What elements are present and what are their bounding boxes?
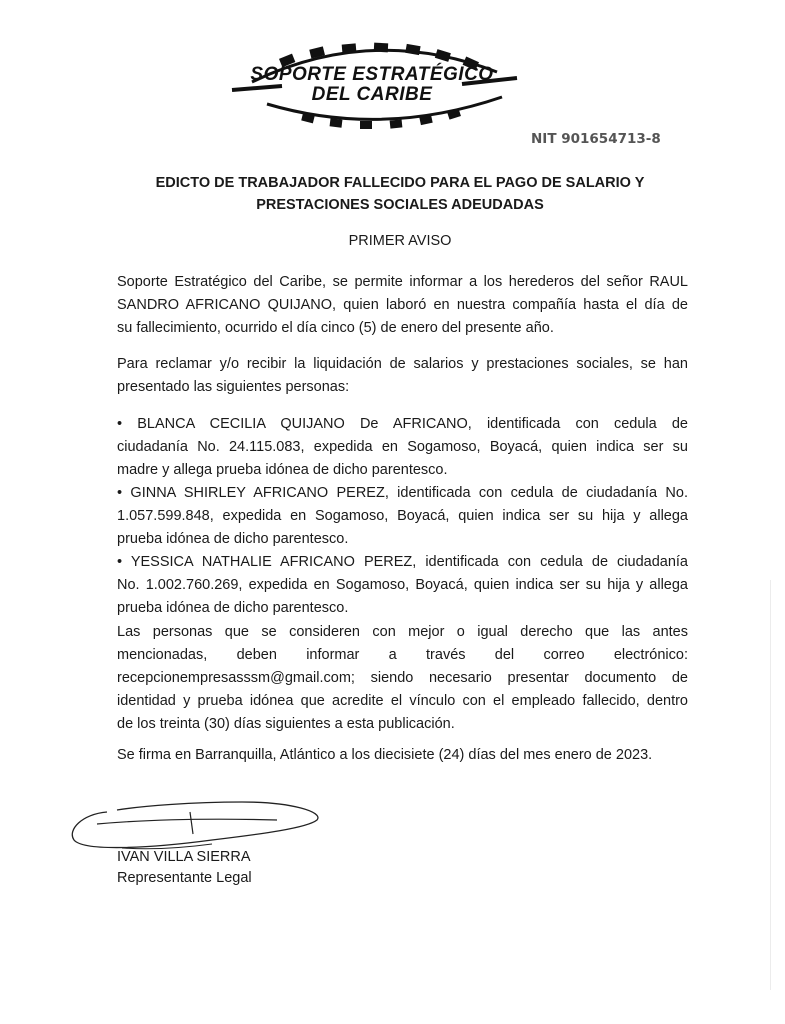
text-line: de los treinta (30) días siguientes a esta publicación. — [117, 716, 455, 732]
text-line: No. 1.002.760.269, expedida en Sogamoso, Boyacá, quien indica ser su hija y allega — [117, 577, 688, 593]
text-line: recepcionempresasssm@gmail.com; siendo necesario presentar documento de — [117, 670, 688, 686]
paragraph-contact — [117, 621, 688, 736]
paragraph-signing-date — [117, 744, 688, 767]
text-line: SANDRO AFRICANO QUIJANO, quien laboró en nuestra compañía hasta el día de — [117, 297, 688, 313]
signer-role: Representante Legal — [117, 870, 252, 886]
text-line: mencionadas, deben informar a través del correo electrónico: — [117, 647, 688, 663]
title-line-1: EDICTO DE TRABAJADOR FALLECIDO PARA EL PAGO DE SALARIO Y — [155, 175, 645, 191]
text-line: prueba idónea de dicho parentesco. — [117, 531, 349, 547]
paragraph-claimants-intro — [117, 353, 688, 399]
text-line: • GINNA SHIRLEY AFRICANO PEREZ, identificada con cedula de ciudadanía No. — [117, 485, 688, 501]
text-line: Para reclamar y/o recibir la liquidación de salarios y prestaciones sociales, se han — [117, 356, 688, 372]
text-line: identidad y prueba idónea que acredite el vínculo con el empleado fallecido, dentro — [117, 693, 688, 709]
logo-line-2: DEL CARIBE — [311, 84, 433, 105]
nit-number: NIT 901654713-8 — [531, 131, 661, 147]
text-line: Soporte Estratégico del Caribe, se permite informar a los herederos del señor RAUL — [117, 274, 688, 290]
text-line: • YESSICA NATHALIE AFRICANO PEREZ, identificada con cedula de ciudadanía — [117, 554, 688, 570]
text-line: madre y allega prueba idónea de dicho parentesco. — [117, 462, 448, 478]
text-line: presentado las siguientes personas: — [117, 379, 350, 395]
logo-line-1: SOPORTE ESTRATÉGICO — [250, 64, 494, 85]
company-logo — [212, 42, 532, 132]
text-line: 1.057.599.848, expedida en Sogamoso, Boyacá, quien indica ser su hija y allega — [117, 508, 688, 524]
paragraph-intro — [117, 271, 688, 340]
signer-name: IVAN VILLA SIERRA — [117, 849, 251, 865]
text-line: • BLANCA CECILIA QUIJANO De AFRICANO, identificada con cedula de — [117, 416, 688, 432]
text-line: prueba idónea de dicho parentesco. — [117, 600, 349, 616]
text-line: Se firma en Barranquilla, Atlántico a los diecisiete (24) días del mes enero de 2023. — [117, 747, 653, 763]
page-edge-divider — [770, 580, 771, 990]
signer-block — [117, 847, 252, 889]
text-line: Las personas que se consideren con mejor o igual derecho que las antes — [117, 624, 688, 640]
document-title — [110, 172, 690, 216]
notice-subtitle: PRIMER AVISO — [348, 233, 452, 249]
title-line-2: PRESTACIONES SOCIALES ADEUDADAS — [256, 197, 544, 213]
text-line: su fallecimiento, ocurrido el día cinco (5) de enero del presente año. — [117, 320, 554, 336]
text-line: ciudadanía No. 24.115.083, expedida en Sogamoso, Boyacá, quien indica ser su — [117, 439, 688, 455]
claimants-list — [117, 413, 688, 620]
